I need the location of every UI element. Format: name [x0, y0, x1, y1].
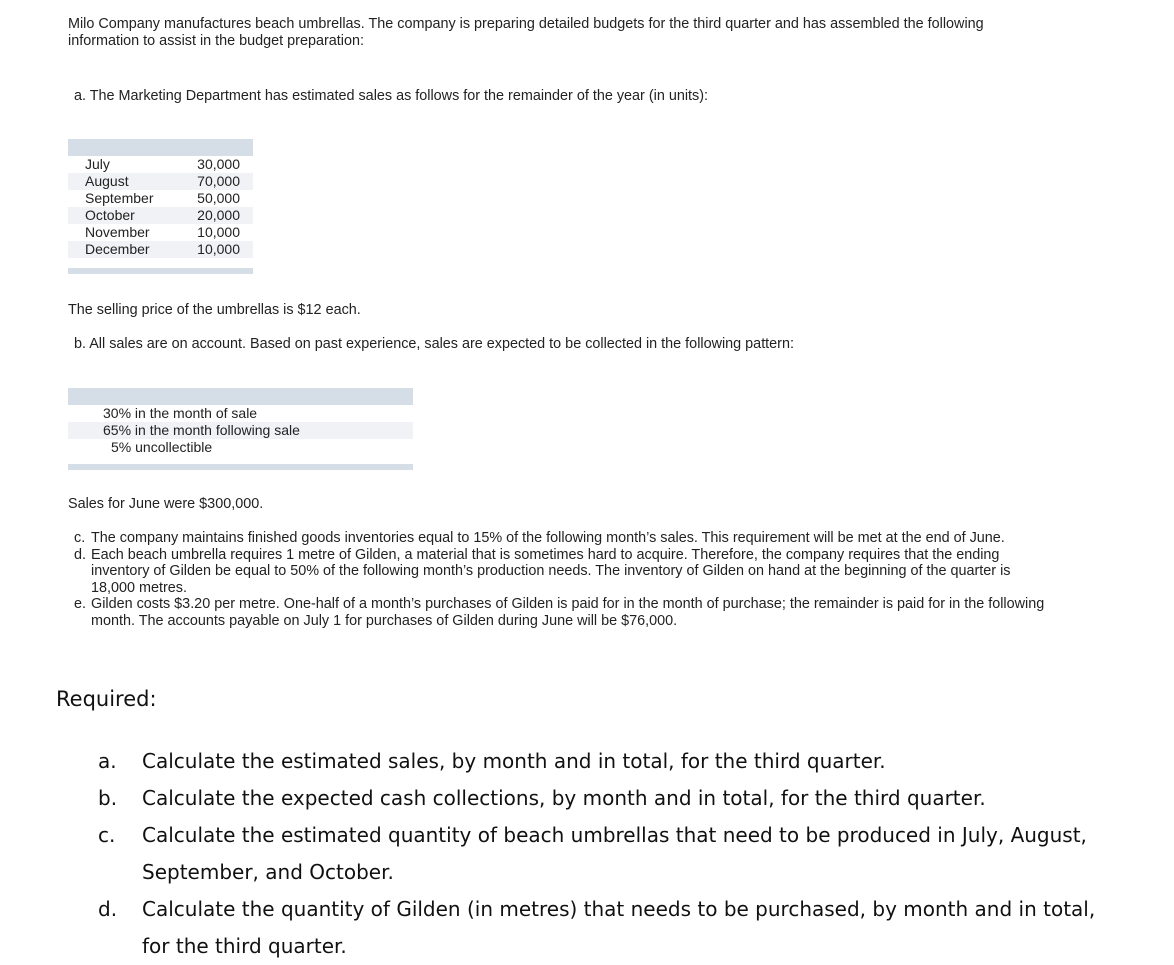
item-b-text: b. All sales are on account. Based on past experience, sales are expected to be collected in the following pattern: — [74, 336, 794, 352]
item-key: a. — [98, 749, 117, 773]
item-line: Each beach umbrella requires 1 metre of Gilden, a material that is sometimes hard to acquire. Therefore, the company requires that the ending — [91, 546, 1000, 563]
intro-line: Milo Company manufactures beach umbrellas. The company is preparing detailed budgets for the third quarter and has assembled the following — [68, 16, 984, 32]
table-row — [68, 173, 253, 190]
intro-line: information to assist in the budget preparation: — [68, 33, 364, 49]
item-line: Calculate the estimated sales, by month and in total, for the third quarter. — [142, 749, 886, 773]
units-value: 20,000 — [197, 207, 240, 223]
selling-price-text: The selling price of the umbrellas is $12 each. — [68, 302, 361, 318]
required-list — [98, 743, 1168, 965]
list-item — [74, 547, 1169, 597]
table-row — [68, 224, 253, 241]
june-sales-text: Sales for June were $300,000. — [68, 496, 264, 512]
month-label: November — [85, 224, 150, 240]
collection-label: 5% uncollectible — [111, 439, 213, 455]
list-item — [98, 891, 1168, 965]
item-key: c. — [74, 530, 86, 546]
item-line: Calculate the expected cash collections, by month and in total, for the third quarter. — [142, 786, 986, 810]
table-row — [68, 422, 413, 439]
item-key: b. — [98, 786, 118, 810]
required-heading: Required: — [56, 687, 157, 711]
units-value: 70,000 — [197, 173, 240, 189]
item-key: d. — [98, 897, 118, 921]
list-item — [74, 596, 1169, 629]
item-a-text: a. The Marketing Department has estimated sales as follows for the remainder of the year (in units): — [74, 88, 709, 104]
month-label: October — [85, 207, 135, 223]
item-line: Gilden costs $3.20 per metre. One-half of a month’s purchases of Gilden is paid for in the month of purchase; the remainder is paid for in the following — [91, 596, 1045, 612]
item-line: Calculate the estimated quantity of beach umbrellas that need to be produced in July, August, — [142, 823, 1087, 847]
item-line: September, and October. — [142, 860, 394, 884]
sales-forecast-table — [68, 139, 253, 275]
item-line: The company maintains finished goods inventories equal to 15% of the following month’s sales. This requirement will be met at the end of June. — [91, 530, 1005, 546]
item-key: e. — [74, 596, 87, 612]
item-line: inventory of Gilden be equal to 50% of the following month’s production needs. The inventory of Gilden on hand at the beginning of the quarter is — [91, 563, 1011, 579]
table-row — [68, 405, 413, 422]
item-line: month. The accounts payable on July 1 for purchases of Gilden during June will be $76,000. — [91, 612, 678, 629]
assumptions-list — [74, 530, 1169, 629]
table-header-bar — [68, 388, 413, 405]
units-value: 30,000 — [197, 156, 240, 172]
table-footer-bar — [68, 464, 413, 470]
units-value: 10,000 — [197, 224, 240, 240]
month-label: September — [85, 190, 154, 206]
item-line: Calculate the quantity of Gilden (in metres) that needs to be purchased, by month and in total, — [142, 897, 1096, 921]
table-row — [68, 241, 253, 258]
item-key: d. — [74, 546, 87, 563]
table-header-bar — [68, 139, 253, 156]
table-row — [68, 190, 253, 207]
list-item — [98, 817, 1168, 891]
table-footer-bar — [68, 268, 253, 274]
month-label: July — [85, 156, 110, 172]
table-row — [68, 207, 253, 224]
list-item — [98, 743, 1168, 780]
units-value: 10,000 — [197, 241, 240, 257]
month-label: August — [85, 173, 129, 189]
units-value: 50,000 — [197, 190, 240, 206]
item-line: 18,000 metres. — [91, 579, 187, 596]
item-key: c. — [98, 823, 116, 847]
item-line: for the third quarter. — [142, 934, 347, 958]
list-item — [74, 530, 1169, 547]
month-label: December — [85, 241, 150, 257]
table-row — [68, 156, 253, 173]
intro-paragraph — [68, 16, 984, 50]
table-row — [68, 439, 413, 456]
collection-label: 65% in the month following sale — [103, 422, 300, 438]
list-item — [98, 780, 1168, 817]
collection-label: 30% in the month of sale — [103, 405, 258, 421]
